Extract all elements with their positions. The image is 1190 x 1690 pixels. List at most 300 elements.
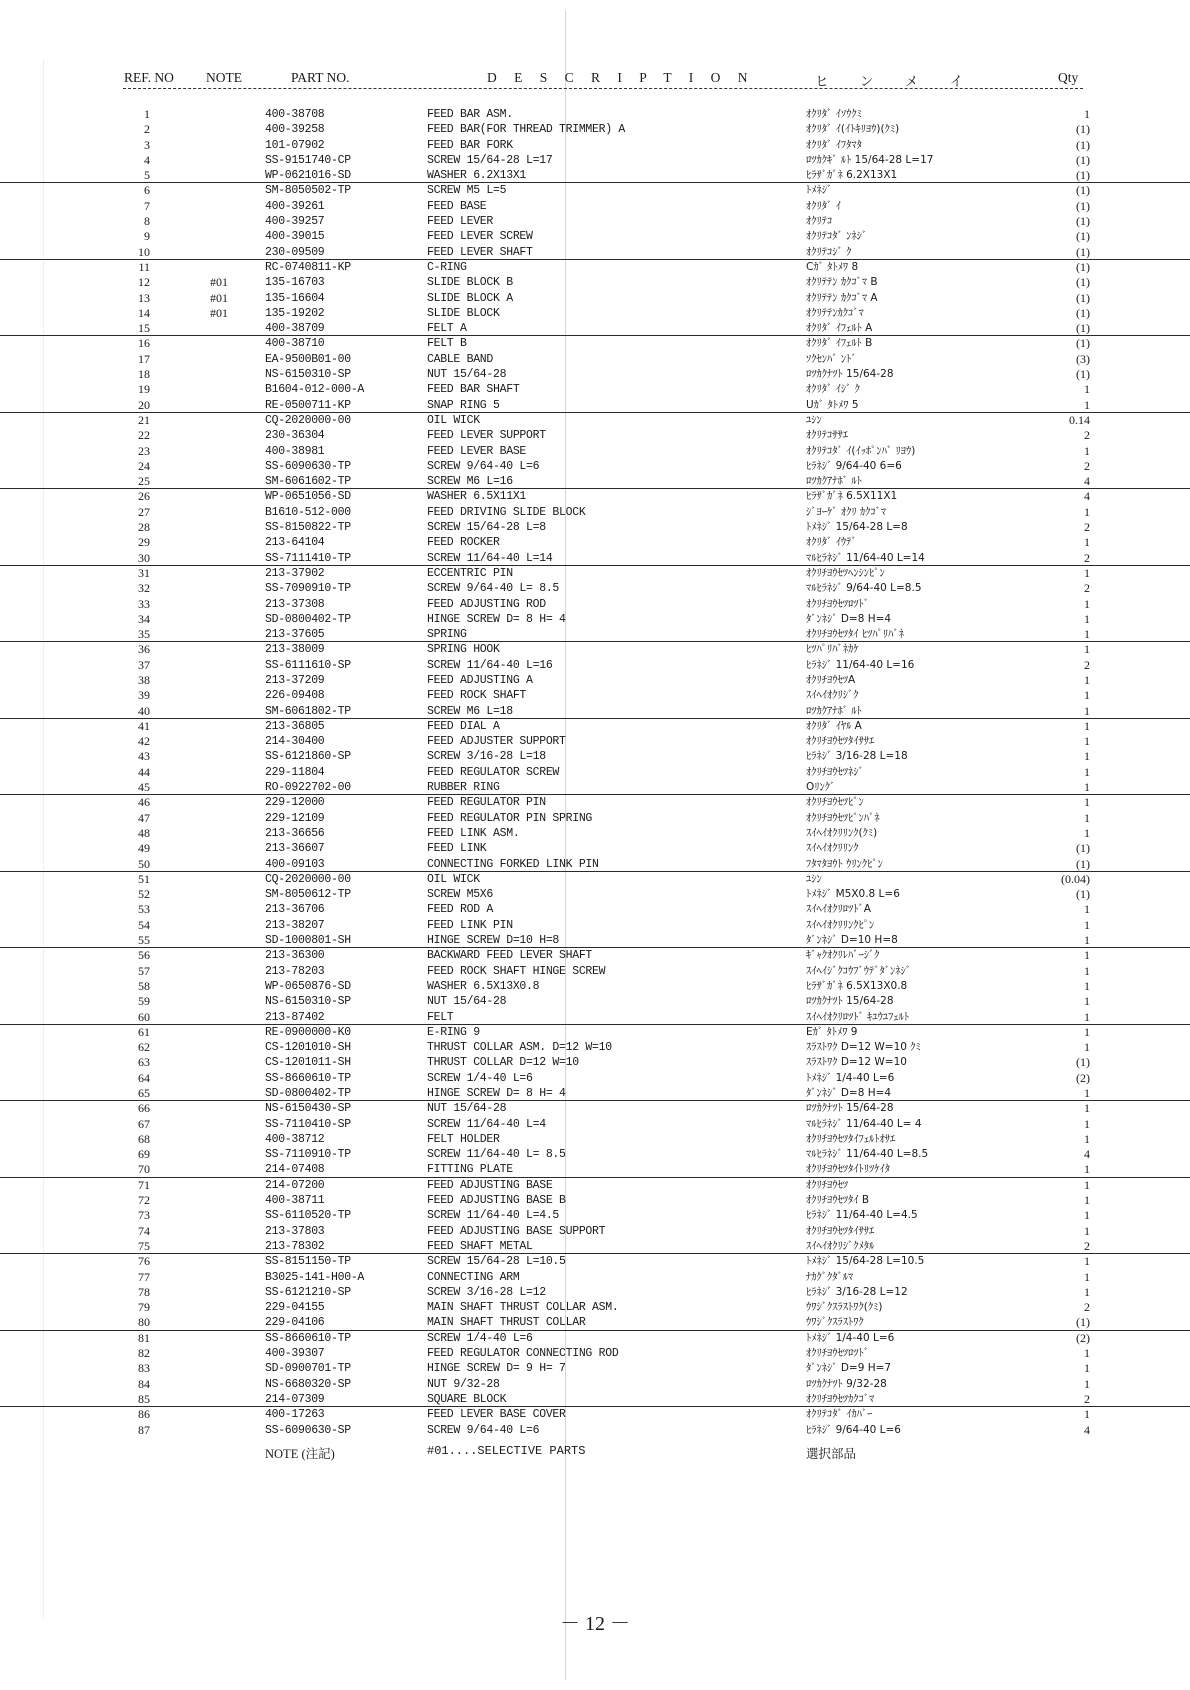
- header-part-no: PART NO.: [291, 70, 350, 85]
- cell-desc: SCREW M6 L=18: [427, 704, 513, 718]
- cell-part: RO-0922702-00: [265, 781, 351, 795]
- cell-desc: HINGE SCREW D= 8 H= 4: [427, 612, 566, 626]
- cell-kana: ｽｲﾍｲｵｸﾘｼﾞｸ: [806, 689, 859, 702]
- cell-part: 213-87402: [265, 1010, 325, 1024]
- table-row: [0, 918, 1190, 933]
- cell-qty: (1): [1076, 214, 1090, 229]
- cell-ref: 35: [138, 627, 150, 642]
- table-row: [0, 459, 1190, 474]
- cell-desc: SCREW 11/64-40 L=16: [427, 658, 553, 672]
- cell-part: RE-0900000-K0: [265, 1025, 351, 1039]
- cell-part: 400-38711: [265, 1194, 325, 1208]
- cell-desc: SCREW 11/64-40 L=4.5: [427, 1209, 560, 1223]
- cell-desc: SCREW M6 L=16: [427, 475, 513, 489]
- cell-ref: 7: [144, 198, 150, 213]
- cell-qty: 1: [1084, 1254, 1090, 1269]
- cell-ref: 29: [138, 535, 150, 550]
- table-row: [0, 765, 1190, 780]
- cell-desc: SCREW 3/16-28 L=12: [427, 1285, 546, 1299]
- cell-ref: 64: [138, 1070, 150, 1085]
- cell-part: 400-39257: [265, 215, 325, 229]
- cell-kana: ｽｲﾍｲｵｸﾘﾛﾂﾄﾞ ｷﾕｳﾕﾌｪﾙﾄ: [806, 1010, 910, 1023]
- cell-kana: ﾋﾗｻﾞｶﾞﾈ 6.2X13X1: [806, 169, 898, 182]
- table-row: [0, 138, 1190, 153]
- cell-desc: SCREW 9/64-40 L=6: [427, 1423, 540, 1437]
- cell-qty: (1): [1076, 290, 1090, 305]
- cell-part: 226-09408: [265, 689, 325, 703]
- cell-ref: 26: [138, 489, 150, 504]
- cell-part: 101-07902: [265, 138, 325, 152]
- table-row: [0, 1361, 1190, 1376]
- cell-kana: ｵｸﾘﾁﾖｳｾﾂﾛﾂﾄﾞ: [806, 1347, 869, 1360]
- cell-kana: ﾄﾒﾈｼﾞ 1/4-40 L=6: [806, 1331, 895, 1344]
- cell-desc: MAIN SHAFT THRUST COLLAR ASM.: [427, 1301, 619, 1315]
- table-row: [0, 489, 1190, 504]
- cell-kana: ｼﾞﾖｰｹﾞ ｵｸﾘ ｶｸｺﾞﾏ: [806, 505, 887, 518]
- cell-kana: ﾀﾞﾝﾈｼﾞ D=8 H=4: [806, 1087, 892, 1099]
- cell-ref: 25: [138, 474, 150, 489]
- cell-kana: ｽﾗｽﾄﾜｸ D=12 W=10 ｸﾐ: [806, 1041, 921, 1054]
- cell-kana: ｵｸﾘﾁﾖｳｾﾂｶｸｺﾞﾏ: [806, 1392, 875, 1405]
- cell-part: 400-09103: [265, 857, 325, 871]
- cell-kana: ﾛﾂｶｸﾅﾂﾄ 15/64-28: [806, 368, 894, 381]
- table-row: [0, 306, 1190, 321]
- cell-part: 400-39015: [265, 230, 325, 244]
- cell-kana: ﾕｼﾝ: [806, 413, 822, 426]
- table-row: [0, 627, 1190, 642]
- cell-ref: 75: [138, 1238, 150, 1253]
- cell-desc: FEED LEVER SUPPORT: [427, 429, 546, 443]
- cell-ref: 67: [138, 1116, 150, 1131]
- cell-ref: 20: [138, 397, 150, 412]
- cell-desc: FEED REGULATOR CONNECTING ROD: [427, 1347, 619, 1361]
- cell-qty: (1): [1076, 367, 1090, 382]
- cell-ref: 66: [138, 1101, 150, 1116]
- table-row: [0, 1331, 1190, 1346]
- cell-ref: 46: [138, 795, 150, 810]
- cell-qty: 2: [1084, 550, 1090, 565]
- cell-part: WP-0650876-SD: [265, 979, 351, 993]
- cell-qty: 2: [1084, 1300, 1090, 1315]
- cell-ref: 5: [144, 168, 150, 183]
- table-row: [0, 887, 1190, 902]
- table-row: [0, 444, 1190, 459]
- cell-qty: (1): [1076, 122, 1090, 137]
- cell-ref: 4: [144, 152, 150, 167]
- cell-kana: ｷﾞｬｸｵｸﾘﾚﾊﾞｰｼﾞｸ: [806, 949, 880, 962]
- cell-ref: 77: [138, 1269, 150, 1284]
- cell-ref: 15: [138, 321, 150, 336]
- cell-kana: Eｶﾞ ﾀﾄﾒﾜ 9: [806, 1025, 858, 1038]
- cell-part: SS-6090630-SP: [265, 1423, 351, 1437]
- cell-ref: 37: [138, 657, 150, 672]
- cell-ref: 63: [138, 1055, 150, 1070]
- cell-desc: FEED LEVER SHAFT: [427, 245, 533, 259]
- cell-ref: 43: [138, 749, 150, 764]
- cell-part: SD-1000801-SH: [265, 934, 351, 948]
- cell-ref: 27: [138, 504, 150, 519]
- cell-ref: 73: [138, 1208, 150, 1223]
- cell-qty: 1: [1084, 1101, 1090, 1116]
- cell-kana: ﾀﾞﾝﾈｼﾞ D=10 H=8: [806, 934, 898, 947]
- cell-part: SM-8050612-TP: [265, 888, 351, 902]
- cell-desc: FEED DIAL A: [427, 719, 500, 733]
- cell-part: 213-36706: [265, 903, 325, 917]
- cell-ref: 1: [144, 107, 150, 121]
- table-row: [0, 1224, 1190, 1239]
- cell-ref: 55: [138, 933, 150, 948]
- cell-kana: ｵｸﾘﾀﾞ ｲ(ｲﾄｷﾘﾖｳ)(ｸﾐ): [806, 123, 900, 136]
- table-row: [0, 183, 1190, 198]
- cell-part: 230-36304: [265, 429, 325, 443]
- table-row: [0, 1147, 1190, 1162]
- cell-kana: ﾄﾒﾈｼﾞ: [806, 184, 833, 197]
- cell-desc: FELT HOLDER: [427, 1132, 500, 1146]
- cell-qty: 1: [1084, 627, 1090, 642]
- cell-ref: 24: [138, 458, 150, 473]
- cell-desc: FEED ADJUSTING BASE B: [427, 1194, 566, 1208]
- cell-kana: ﾕｼﾝ: [806, 872, 822, 885]
- table-row: [0, 551, 1190, 566]
- cell-desc: SPRING: [427, 628, 467, 642]
- cell-kana: ｵｸﾘﾁﾖｳｾﾂﾈｼﾞ: [806, 765, 864, 778]
- cell-part: 229-04155: [265, 1301, 325, 1315]
- cell-desc: FEED REGULATOR SCREW: [427, 765, 560, 779]
- cell-qty: 2: [1084, 520, 1090, 535]
- table-row: [0, 382, 1190, 397]
- cell-qty: (1): [1076, 168, 1090, 183]
- cell-part: SS-6110520-TP: [265, 1209, 351, 1223]
- cell-desc: SCREW 15/64-28 L=8: [427, 521, 546, 535]
- cell-desc: WASHER 6.5X13X0.8: [427, 979, 540, 993]
- cell-qty: (1): [1076, 244, 1090, 259]
- cell-part: 213-36300: [265, 949, 325, 963]
- cell-part: RC-0740811-KP: [265, 260, 351, 274]
- cell-ref: 45: [138, 780, 150, 795]
- cell-desc: FEED LEVER: [427, 215, 494, 229]
- cell-qty: 1: [1084, 1009, 1090, 1024]
- cell-qty: 1: [1084, 1223, 1090, 1238]
- cell-ref: 84: [138, 1376, 150, 1391]
- cell-desc: SLIDE BLOCK B: [427, 276, 513, 290]
- cell-qty: 1: [1084, 1269, 1090, 1284]
- cell-kana: ｵｸﾘﾁﾖｳｾﾂﾋﾟﾝﾊﾞﾈ: [806, 811, 880, 824]
- cell-kana: ﾏﾙﾋﾗﾈｼﾞ 9/64-40 L=8.5: [806, 582, 922, 595]
- cell-part: 229-12109: [265, 811, 325, 825]
- cell-desc: FEED BAR FORK: [427, 138, 513, 152]
- cell-part: 213-37803: [265, 1224, 325, 1238]
- cell-kana: ｳﾜｼﾞｸｽﾗｽﾄﾜｸ(ｸﾐ): [806, 1301, 883, 1314]
- cell-part: SD-0900701-TP: [265, 1362, 351, 1376]
- cell-qty: (1): [1076, 229, 1090, 244]
- cell-part: 214-07309: [265, 1392, 325, 1406]
- cell-ref: 71: [138, 1177, 150, 1192]
- table-row: [0, 474, 1190, 489]
- cell-desc: FEED ADJUSTING BASE: [427, 1178, 553, 1192]
- cell-ref: 19: [138, 382, 150, 397]
- cell-kana: ｽｲﾍｲｵｸﾘﾛﾂﾄﾞA: [806, 903, 871, 916]
- cell-kana: ｿｸｾﾝﾊﾞ ﾝﾄﾞ: [806, 352, 857, 365]
- cell-note: #01: [210, 275, 228, 290]
- cell-ref: 72: [138, 1193, 150, 1208]
- cell-kana: ｵｸﾘﾀﾞ ｲﾌｪﾙﾄ A: [806, 322, 873, 335]
- table-row: [0, 795, 1190, 810]
- cell-desc: FEED LINK: [427, 842, 487, 856]
- cell-kana: ｵｸﾘﾃｺﾀﾞ ﾝﾈｼﾞ: [806, 230, 868, 243]
- cell-desc: HINGE SCREW D= 8 H= 4: [427, 1087, 566, 1100]
- table-row: [0, 1040, 1190, 1055]
- cell-part: CQ-2020000-00: [265, 413, 351, 427]
- cell-qty: (2): [1076, 1330, 1090, 1345]
- cell-desc: FEED ADJUSTING BASE SUPPORT: [427, 1224, 606, 1238]
- cell-part: 213-78203: [265, 964, 325, 978]
- cell-kana: ｵｸﾘﾀﾞ ｲ: [806, 199, 841, 212]
- cell-part: 400-39258: [265, 123, 325, 137]
- cell-qty: 1: [1084, 780, 1090, 795]
- cell-desc: HINGE SCREW D= 9 H= 7: [427, 1362, 566, 1376]
- cell-kana: ｵｸﾘﾀﾞ ｲｳﾃﾞ: [806, 536, 857, 549]
- cell-part: NS-6150310-SP: [265, 995, 351, 1009]
- table-row: [0, 1055, 1190, 1070]
- cell-desc: NUT 15/64-28: [427, 368, 507, 382]
- table-row: [0, 1132, 1190, 1147]
- cell-desc: FEED ADJUSTING ROD: [427, 597, 546, 611]
- cell-qty: 4: [1084, 474, 1090, 489]
- cell-desc: FELT B: [427, 337, 467, 351]
- cell-ref: 79: [138, 1300, 150, 1315]
- cell-desc: FEED ADJUSTER SUPPORT: [427, 735, 566, 749]
- cell-desc: FEED REGULATOR PIN SPRING: [427, 811, 593, 825]
- header-rule: [123, 88, 1083, 89]
- cell-kana: ﾋﾗﾈｼﾞ 9/64-40 6=6: [806, 459, 902, 472]
- cell-qty: (2): [1076, 1070, 1090, 1085]
- cell-ref: 13: [138, 290, 150, 305]
- cell-qty: 1: [1084, 1208, 1090, 1223]
- cell-qty: 1: [1084, 382, 1090, 397]
- parts-table: [0, 107, 1190, 1438]
- cell-ref: 70: [138, 1162, 150, 1177]
- cell-qty: 1: [1084, 994, 1090, 1009]
- cell-qty: (1): [1076, 305, 1090, 320]
- cell-ref: 33: [138, 596, 150, 611]
- cell-ref: 39: [138, 688, 150, 703]
- cell-part: SS-7111410-TP: [265, 551, 351, 565]
- cell-desc: FEED LEVER BASE COVER: [427, 1408, 566, 1422]
- cell-qty: 2: [1084, 428, 1090, 443]
- cell-qty: (1): [1076, 198, 1090, 213]
- cell-kana: ﾀﾞﾝﾈｼﾞ D=8 H=4: [806, 612, 892, 625]
- cell-desc: SCREW 11/64-40 L= 8.5: [427, 1148, 566, 1162]
- cell-desc: WASHER 6.2X13X1: [427, 169, 527, 183]
- cell-desc: FEED ROCKER: [427, 536, 500, 550]
- cell-qty: 1: [1084, 1040, 1090, 1055]
- cell-desc: FEED LINK ASM.: [427, 826, 520, 840]
- cell-qty: 1: [1084, 1131, 1090, 1146]
- cell-kana: ﾛﾂｶｸｷﾞ ﾙﾄ 15/64-28 L=17: [806, 153, 934, 166]
- table-row: [0, 872, 1190, 887]
- cell-kana: ｵｸﾘﾀﾞ ｲﾌｪﾙﾄ B: [806, 337, 873, 350]
- table-row: [0, 413, 1190, 428]
- cell-ref: 31: [138, 565, 150, 580]
- cell-desc: FELT A: [427, 322, 467, 336]
- cell-ref: 17: [138, 351, 150, 366]
- cell-desc: SCREW 15/64-28 L=17: [427, 153, 553, 167]
- cell-part: SD-0800402-TP: [265, 1087, 351, 1100]
- table-row: [0, 398, 1190, 413]
- cell-note: #01: [210, 290, 228, 305]
- cell-part: RE-0500711-KP: [265, 398, 351, 412]
- cell-part: NS-6150430-SP: [265, 1102, 351, 1116]
- cell-ref: 40: [138, 703, 150, 718]
- cell-qty: 1: [1084, 565, 1090, 580]
- cell-ref: 8: [144, 214, 150, 229]
- cell-desc: SCREW 15/64-28 L=10.5: [427, 1255, 566, 1269]
- cell-kana: ｵｸﾘﾀﾞ ｲｿｳｸﾐ: [806, 108, 862, 120]
- table-row: [0, 1178, 1190, 1193]
- cell-qty: 1: [1084, 443, 1090, 458]
- cell-qty: 1: [1084, 642, 1090, 657]
- cell-desc: SQUARE BLOCK: [427, 1392, 507, 1406]
- table-row: [0, 1117, 1190, 1132]
- table-row: [0, 275, 1190, 290]
- table-row: [0, 688, 1190, 703]
- cell-ref: 34: [138, 611, 150, 626]
- cell-qty: (1): [1076, 275, 1090, 290]
- table-row: [0, 428, 1190, 443]
- cell-desc: FEED LINK PIN: [427, 918, 513, 932]
- cell-kana: ｵｸﾘﾃｺ: [806, 215, 833, 228]
- cell-qty: 1: [1084, 1193, 1090, 1208]
- cell-desc: FEED BASE: [427, 199, 487, 213]
- cell-ref: 9: [144, 229, 150, 244]
- cell-part: 400-38708: [265, 108, 325, 121]
- cell-qty: 1: [1084, 703, 1090, 718]
- cell-qty: 1: [1084, 795, 1090, 810]
- table-row: [0, 352, 1190, 367]
- cell-desc: HINGE SCREW D=10 H=8: [427, 934, 560, 948]
- cell-part: SS-8150822-TP: [265, 521, 351, 535]
- cell-ref: 60: [138, 1009, 150, 1024]
- table-row: [0, 1407, 1190, 1422]
- table-row: [0, 734, 1190, 749]
- table-row: [0, 168, 1190, 183]
- cell-qty: 2: [1084, 657, 1090, 672]
- table-row: [0, 153, 1190, 168]
- table-row: [0, 1193, 1190, 1208]
- cell-desc: NUT 15/64-28: [427, 1102, 507, 1116]
- cell-qty: 1: [1084, 1024, 1090, 1039]
- cell-desc: SLIDE BLOCK: [427, 306, 500, 320]
- cell-kana: ﾛﾂｶｸｱﾅﾎﾞ ﾙﾄ: [806, 704, 862, 717]
- cell-desc: C-RING: [427, 260, 467, 274]
- cell-part: 400-38981: [265, 444, 325, 458]
- cell-qty: 2: [1084, 1238, 1090, 1253]
- cell-qty: (1): [1076, 183, 1090, 198]
- cell-qty: 1: [1084, 825, 1090, 840]
- table-row: [0, 245, 1190, 260]
- cell-part: 135-19202: [265, 306, 325, 320]
- cell-ref: 32: [138, 581, 150, 596]
- cell-desc: FELT: [427, 1010, 454, 1024]
- cell-kana: ﾋﾂﾊﾟﾘﾊﾞﾈｶｹ: [806, 643, 859, 656]
- cell-part: 400-38712: [265, 1132, 325, 1146]
- cell-kana: ｵｸﾘﾁﾖｳｾﾂﾀｲﾌｪﾙﾄｵｻｴ: [806, 1132, 896, 1145]
- cell-qty: 2: [1084, 458, 1090, 473]
- cell-ref: 36: [138, 642, 150, 657]
- cell-desc: FEED DRIVING SLIDE BLOCK: [427, 505, 586, 519]
- cell-part: 214-07408: [265, 1163, 325, 1177]
- table-row: [0, 1162, 1190, 1177]
- cell-kana: ｵｸﾘﾁﾖｳｾﾂﾋﾟﾝ: [806, 796, 864, 809]
- cell-note: #01: [210, 305, 228, 320]
- cell-kana: ｵｸﾘﾀﾞ ｲﾌﾀﾏﾀ: [806, 138, 862, 151]
- cell-ref: 76: [138, 1254, 150, 1269]
- cell-qty: (1): [1076, 336, 1090, 351]
- cell-qty: 1: [1084, 672, 1090, 687]
- cell-part: 213-38009: [265, 643, 325, 657]
- cell-kana: ｵｸﾘﾃﾃﾝ ｶｸｺﾞﾏ A: [806, 291, 878, 304]
- cell-ref: 82: [138, 1346, 150, 1361]
- cell-qty: 1: [1084, 1376, 1090, 1391]
- cell-ref: 59: [138, 994, 150, 1009]
- header-hinmei: ヒ ン メ イ: [815, 74, 978, 89]
- cell-desc: RUBBER RING: [427, 781, 500, 795]
- cell-desc: SCREW 9/64-40 L= 8.5: [427, 582, 560, 596]
- cell-part: EA-9500B01-00: [265, 352, 351, 366]
- cell-desc: E-RING 9: [427, 1025, 480, 1039]
- cell-qty: 4: [1084, 489, 1090, 504]
- cell-kana: ﾄﾒﾈｼﾞ 15/64-28 L=10.5: [806, 1255, 925, 1268]
- table-row: [0, 673, 1190, 688]
- cell-ref: 12: [138, 275, 150, 290]
- cell-qty: 1: [1084, 978, 1090, 993]
- table-row: [0, 658, 1190, 673]
- cell-qty: 2: [1084, 581, 1090, 596]
- cell-ref: 65: [138, 1086, 150, 1100]
- cell-part: SS-7090910-TP: [265, 582, 351, 596]
- cell-part: SS-6121210-SP: [265, 1285, 351, 1299]
- cell-part: B3025-141-H00-A: [265, 1270, 365, 1284]
- table-row: [0, 902, 1190, 917]
- cell-qty: 1: [1084, 1086, 1090, 1100]
- table-row: [0, 520, 1190, 535]
- cell-ref: 56: [138, 948, 150, 963]
- cell-part: 213-64104: [265, 536, 325, 550]
- cell-kana: ﾋﾗﾈｼﾞ 3/16-28 L=18: [806, 750, 908, 763]
- cell-ref: 21: [138, 412, 150, 427]
- cell-desc: FEED ROD A: [427, 903, 494, 917]
- cell-desc: SCREW 11/64-40 L=14: [427, 551, 553, 565]
- table-row: [0, 260, 1190, 275]
- table-row: [0, 1025, 1190, 1040]
- table-row: [0, 1423, 1190, 1438]
- cell-ref: 3: [144, 137, 150, 152]
- cell-ref: 50: [138, 856, 150, 871]
- table-row: [0, 1346, 1190, 1361]
- cell-ref: 10: [138, 244, 150, 259]
- table-row: [0, 367, 1190, 382]
- cell-qty: 4: [1084, 1147, 1090, 1162]
- footnote-label: NOTE (注記): [265, 1447, 335, 1461]
- cell-part: SS-8151150-TP: [265, 1255, 351, 1269]
- table-row: [0, 1300, 1190, 1315]
- cell-kana: Oﾘﾝｸﾞ: [806, 781, 836, 794]
- cell-qty: (1): [1076, 1055, 1090, 1070]
- table-row: [0, 994, 1190, 1009]
- cell-kana: ｵｸﾘﾁﾖｳｾﾂ: [806, 1178, 848, 1191]
- cell-desc: FEED REGULATOR PIN: [427, 796, 546, 810]
- cell-qty: 1: [1084, 963, 1090, 978]
